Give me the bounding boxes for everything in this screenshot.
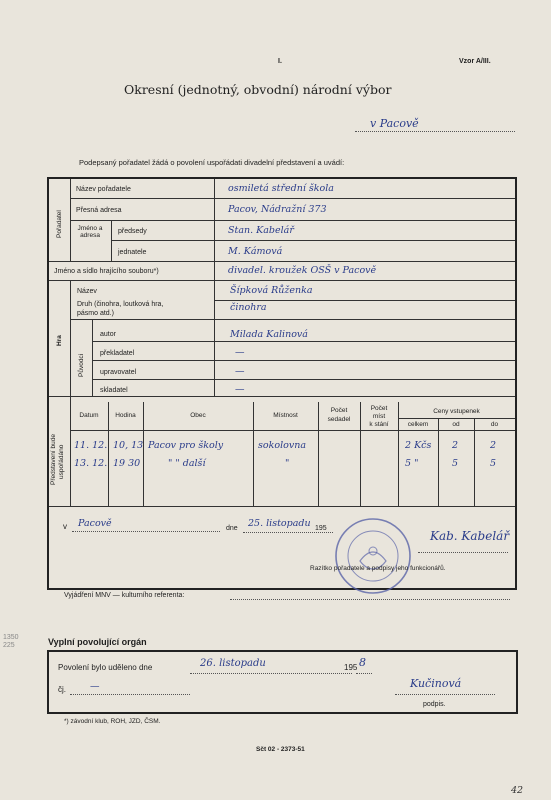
row2-from: 5 <box>452 458 459 469</box>
year-prefix: 195 <box>315 525 327 532</box>
office-title: Okresní (jednotný, obvodní) národní výbor <box>124 82 392 97</box>
ensemble-label: Jméno a sídlo hrajícího souboru*) <box>54 268 159 275</box>
table-row: 13. 12. <box>74 458 108 469</box>
col-from: od <box>452 421 460 428</box>
row1-total: 2 Kčs <box>405 440 432 451</box>
ref-value: — <box>90 681 100 692</box>
col-prices: Ceny vstupenek <box>433 408 480 415</box>
school-stamp <box>330 513 416 599</box>
chair-label: předsedy <box>118 228 147 235</box>
play-title-label: Název <box>77 288 97 295</box>
stamp-text <box>1 1 2 2</box>
play-kind-label-1: Druh (činohra, loutková hra, <box>77 301 164 308</box>
intro-text: Podepsaný pořadatel žádá o povolení uspořádati divadelní představení a uvádí: <box>79 158 345 167</box>
col-standing-1: Počet <box>370 405 388 412</box>
performance-label-2: uspořádáno <box>58 444 65 479</box>
translator-label: překladatel <box>100 350 135 357</box>
row1-venue: sokolovna <box>258 440 306 451</box>
col-standing-3: k stání <box>369 421 389 428</box>
row1-from: 2 <box>452 440 459 451</box>
row2-to: 5 <box>490 458 497 469</box>
dne-label: dne <box>226 525 238 532</box>
agent-value: M. Kámová <box>228 246 283 257</box>
office-location: v Pacově <box>370 117 419 130</box>
origin-label: Původci <box>78 353 85 377</box>
author-label: autor <box>100 331 116 338</box>
play-kind-label-2: pásmo atd.) <box>77 310 114 317</box>
granted-label: Povolení bylo uděleno dne <box>58 663 153 672</box>
v-label: v <box>63 522 67 531</box>
stamp-caption: Razítko pořadatele a podpisy jeho funkcionářů. <box>310 565 446 572</box>
adapter-value: — <box>235 366 245 377</box>
author-value: Milada Kalinová <box>230 329 308 340</box>
authority-signature: Kučinová <box>410 677 462 690</box>
translator-value: — <box>235 347 245 358</box>
col-standing-2: míst <box>372 413 386 420</box>
row2-time: 19 30 <box>113 458 141 469</box>
col-to: do <box>490 421 499 428</box>
play-kind-value: činohra <box>230 302 267 313</box>
col-date: Datum <box>79 412 99 419</box>
organizer-address-label: Přesná adresa <box>76 207 122 214</box>
mnv-statement: Vyjádření MNV — kulturního referenta: <box>64 592 185 599</box>
organizer-name-label: Název pořadatele <box>76 186 131 193</box>
print-code: Sčt 02 - 2373-51 <box>256 746 305 753</box>
organizer-name-value: osmiletá střední škola <box>228 183 334 194</box>
name-address-label: Jméno a adresa <box>77 225 103 240</box>
col-seats-1: Počet <box>330 407 348 414</box>
granted-value: 26. listopadu <box>200 658 266 669</box>
authority-year-value: 8 <box>359 656 366 669</box>
performance-label-1: Představení bude <box>50 434 57 485</box>
organizer-address-value: Pacov, Nádražní 373 <box>228 204 327 215</box>
col-seats-2: sedadel <box>327 416 351 423</box>
organizer-section-label: Pořadatel <box>56 210 63 238</box>
v-value: Pacově <box>78 518 112 529</box>
row1-time: 10, 13 <box>113 440 144 451</box>
col-place: Obec <box>190 412 206 419</box>
authority-year-prefix: 195 <box>344 663 358 672</box>
sign-label: podpis. <box>423 701 446 708</box>
composer-label: skladatel <box>100 387 128 394</box>
chair-value: Stan. Kabelář <box>228 225 294 236</box>
row2-total: 5 " <box>405 458 419 469</box>
dne-value: 25. listopadu <box>248 518 311 529</box>
play-title-value: Šípková Růženka <box>230 285 313 296</box>
ensemble-value: divadel. kroužek OSŠ v Pacově <box>228 265 377 276</box>
location-line <box>355 131 515 132</box>
row1-place: Pacov pro školy <box>148 440 224 451</box>
play-section-label: Hra <box>56 335 63 346</box>
ref-label: čj. <box>58 685 66 694</box>
form-code: Vzor A/III. <box>459 58 491 65</box>
col-time: Hodina <box>115 412 136 419</box>
row2-place: " " další <box>168 458 206 469</box>
composer-value: — <box>235 384 245 395</box>
agent-label: jednatele <box>118 249 147 256</box>
col-venue: Místnost <box>273 412 298 419</box>
organizer-signature: Kab. Kabelář <box>430 529 510 543</box>
footnote: *) závodní klub, ROH, JZD, ČSM. <box>64 718 161 725</box>
row2-venue: " <box>285 458 290 469</box>
authority-title: Vyplní povolující orgán <box>48 637 147 647</box>
row1-to: 2 <box>490 440 497 451</box>
roman-numeral: I. <box>278 58 282 65</box>
col-total: celkem <box>407 421 429 428</box>
margin-note: 1350 225 <box>3 634 19 650</box>
adapter-label: upravovatel <box>100 369 137 376</box>
page-number: 42 <box>511 785 524 796</box>
table-row: 11. 12. <box>74 440 108 451</box>
